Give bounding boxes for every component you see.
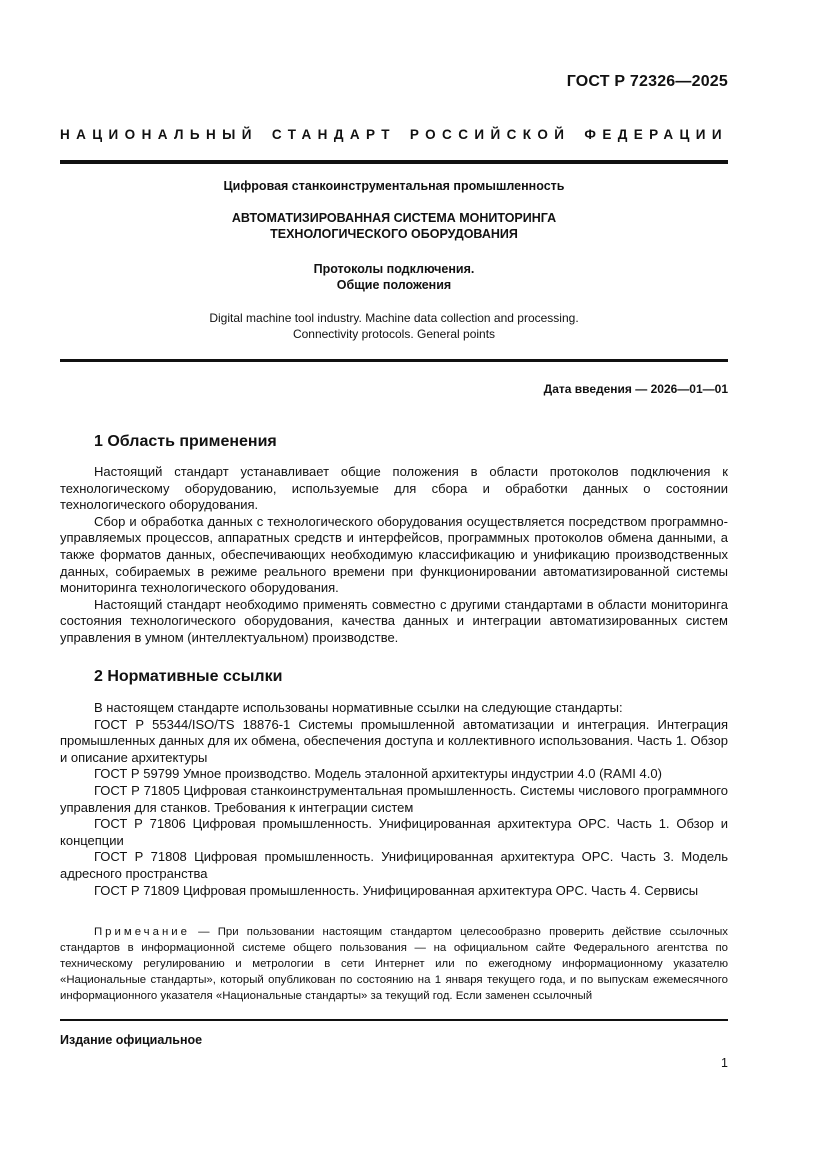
reference-note <box>60 924 728 1004</box>
title-main <box>60 210 728 242</box>
footer-rule <box>60 1019 728 1021</box>
title-subtitle-line-1: Протоколы подключения. <box>313 262 475 276</box>
section-2-body <box>60 700 728 899</box>
official-edition-label: Издание официальное <box>60 1033 203 1047</box>
title-english <box>60 310 728 342</box>
national-standard-banner: НАЦИОНАЛЬНЫЙ СТАНДАРТ РОССИЙСКОЙ ФЕДЕРАЦИИ <box>60 127 728 142</box>
title-english-line-2: Connectivity protocols. General points <box>292 327 496 341</box>
title-subtitle <box>60 261 728 293</box>
reference-item: ГОСТ Р 71805 Цифровая станкоинструментальная промышленность. Системы числового программного управления для станков. Требования к интеграции систем <box>60 782 728 815</box>
title-industry: Цифровая станкоинструментальная промышленность <box>223 179 565 193</box>
section-1-body <box>60 464 728 647</box>
note-paragraph <box>60 924 728 1004</box>
reference-item: ГОСТ Р 55344/ISO/TS 18876-1 Системы промышленной автоматизации и интеграция. Интеграция промышленных данных для их обмена, обеспечения доступа и коллективного использования. Часть 1. Обзор и описание архитектуры <box>60 716 728 765</box>
title-main-line-2: ТЕХНОЛОГИЧЕСКОГО ОБОРУДОВАНИЯ <box>270 227 518 241</box>
header-rule <box>60 160 728 164</box>
section-2-heading: 2 Нормативные ссылки <box>94 668 283 685</box>
section-1-paragraph: Сбор и обработка данных с технологического оборудования осуществляется посредством программно-управляемых процессов, аппаратных средств и интерфейсов, программных протоколов обмена данными, а также форматов данных, обеспечивающих необходимую классификацию и унификацию производственных данных, собираемых в режиме реального времени при функционировании автоматизированной системы мониторинга технологического оборудования. <box>60 513 728 596</box>
section-1-paragraph: Настоящий стандарт необходимо применять совместно с другими стандартами в области мониторинга состояния технологического оборудования, качества данных и интеграции автоматизированных систем управления в умном (интеллектуальном) производстве. <box>60 596 728 645</box>
title-english-line-1: Digital machine tool industry. Machine data collection and processing. <box>209 311 579 325</box>
section-1-heading: 1 Область применения <box>94 433 277 450</box>
title-main-line-1: АВТОМАТИЗИРОВАННАЯ СИСТЕМА МОНИТОРИНГА <box>231 211 557 225</box>
reference-item: ГОСТ Р 59799 Умное производство. Модель эталонной архитектуры индустрии 4.0 (RAMI 4.0) <box>94 766 662 782</box>
document-number: ГОСТ Р 72326—2025 <box>566 73 728 90</box>
introduction-date: Дата введения — 2026—01—01 <box>543 382 728 396</box>
reference-item: В настоящем стандарте использованы нормативные ссылки на следующие стандарты: <box>94 700 623 715</box>
page-number: 1 <box>721 1056 728 1070</box>
section-1-paragraph: Настоящий стандарт устанавливает общие положения в области протоколов подключения к технологическому оборудованию, используемые для сбора и обработки данных о состоянии технологического оборудования. <box>60 464 728 513</box>
note-label: Примечание <box>94 926 190 938</box>
reference-item: ГОСТ Р 71808 Цифровая промышленность. Унифицированная архитектура OPC. Часть 3. Модель адресного пространства <box>60 849 728 881</box>
reference-item: ГОСТ Р 71809 Цифровая промышленность. Унифицированная архитектура OPC. Часть 4. Сервисы <box>94 882 699 898</box>
reference-item: ГОСТ Р 71806 Цифровая промышленность. Унифицированная архитектура OPC. Часть 1. Обзор и концепции <box>60 816 728 848</box>
title-rule <box>60 359 728 362</box>
title-subtitle-line-2: Общие положения <box>336 278 452 292</box>
note-text: — При пользовании настоящим стандартом целесообразно проверить действие ссылочных стандартов в информационной системе общего пользования — на официальном сайте Федерального агентства по техническому регулированию и метрологии в сети Интернет или по ежегодному информационному указателю «Национальные стандарты», который опубликован по состоянию на 1 января текущего года, и по выпускам ежемесячного информационного указателя «Национальные стандарты» за текущий год. Если заменен ссылочный <box>60 926 728 1002</box>
